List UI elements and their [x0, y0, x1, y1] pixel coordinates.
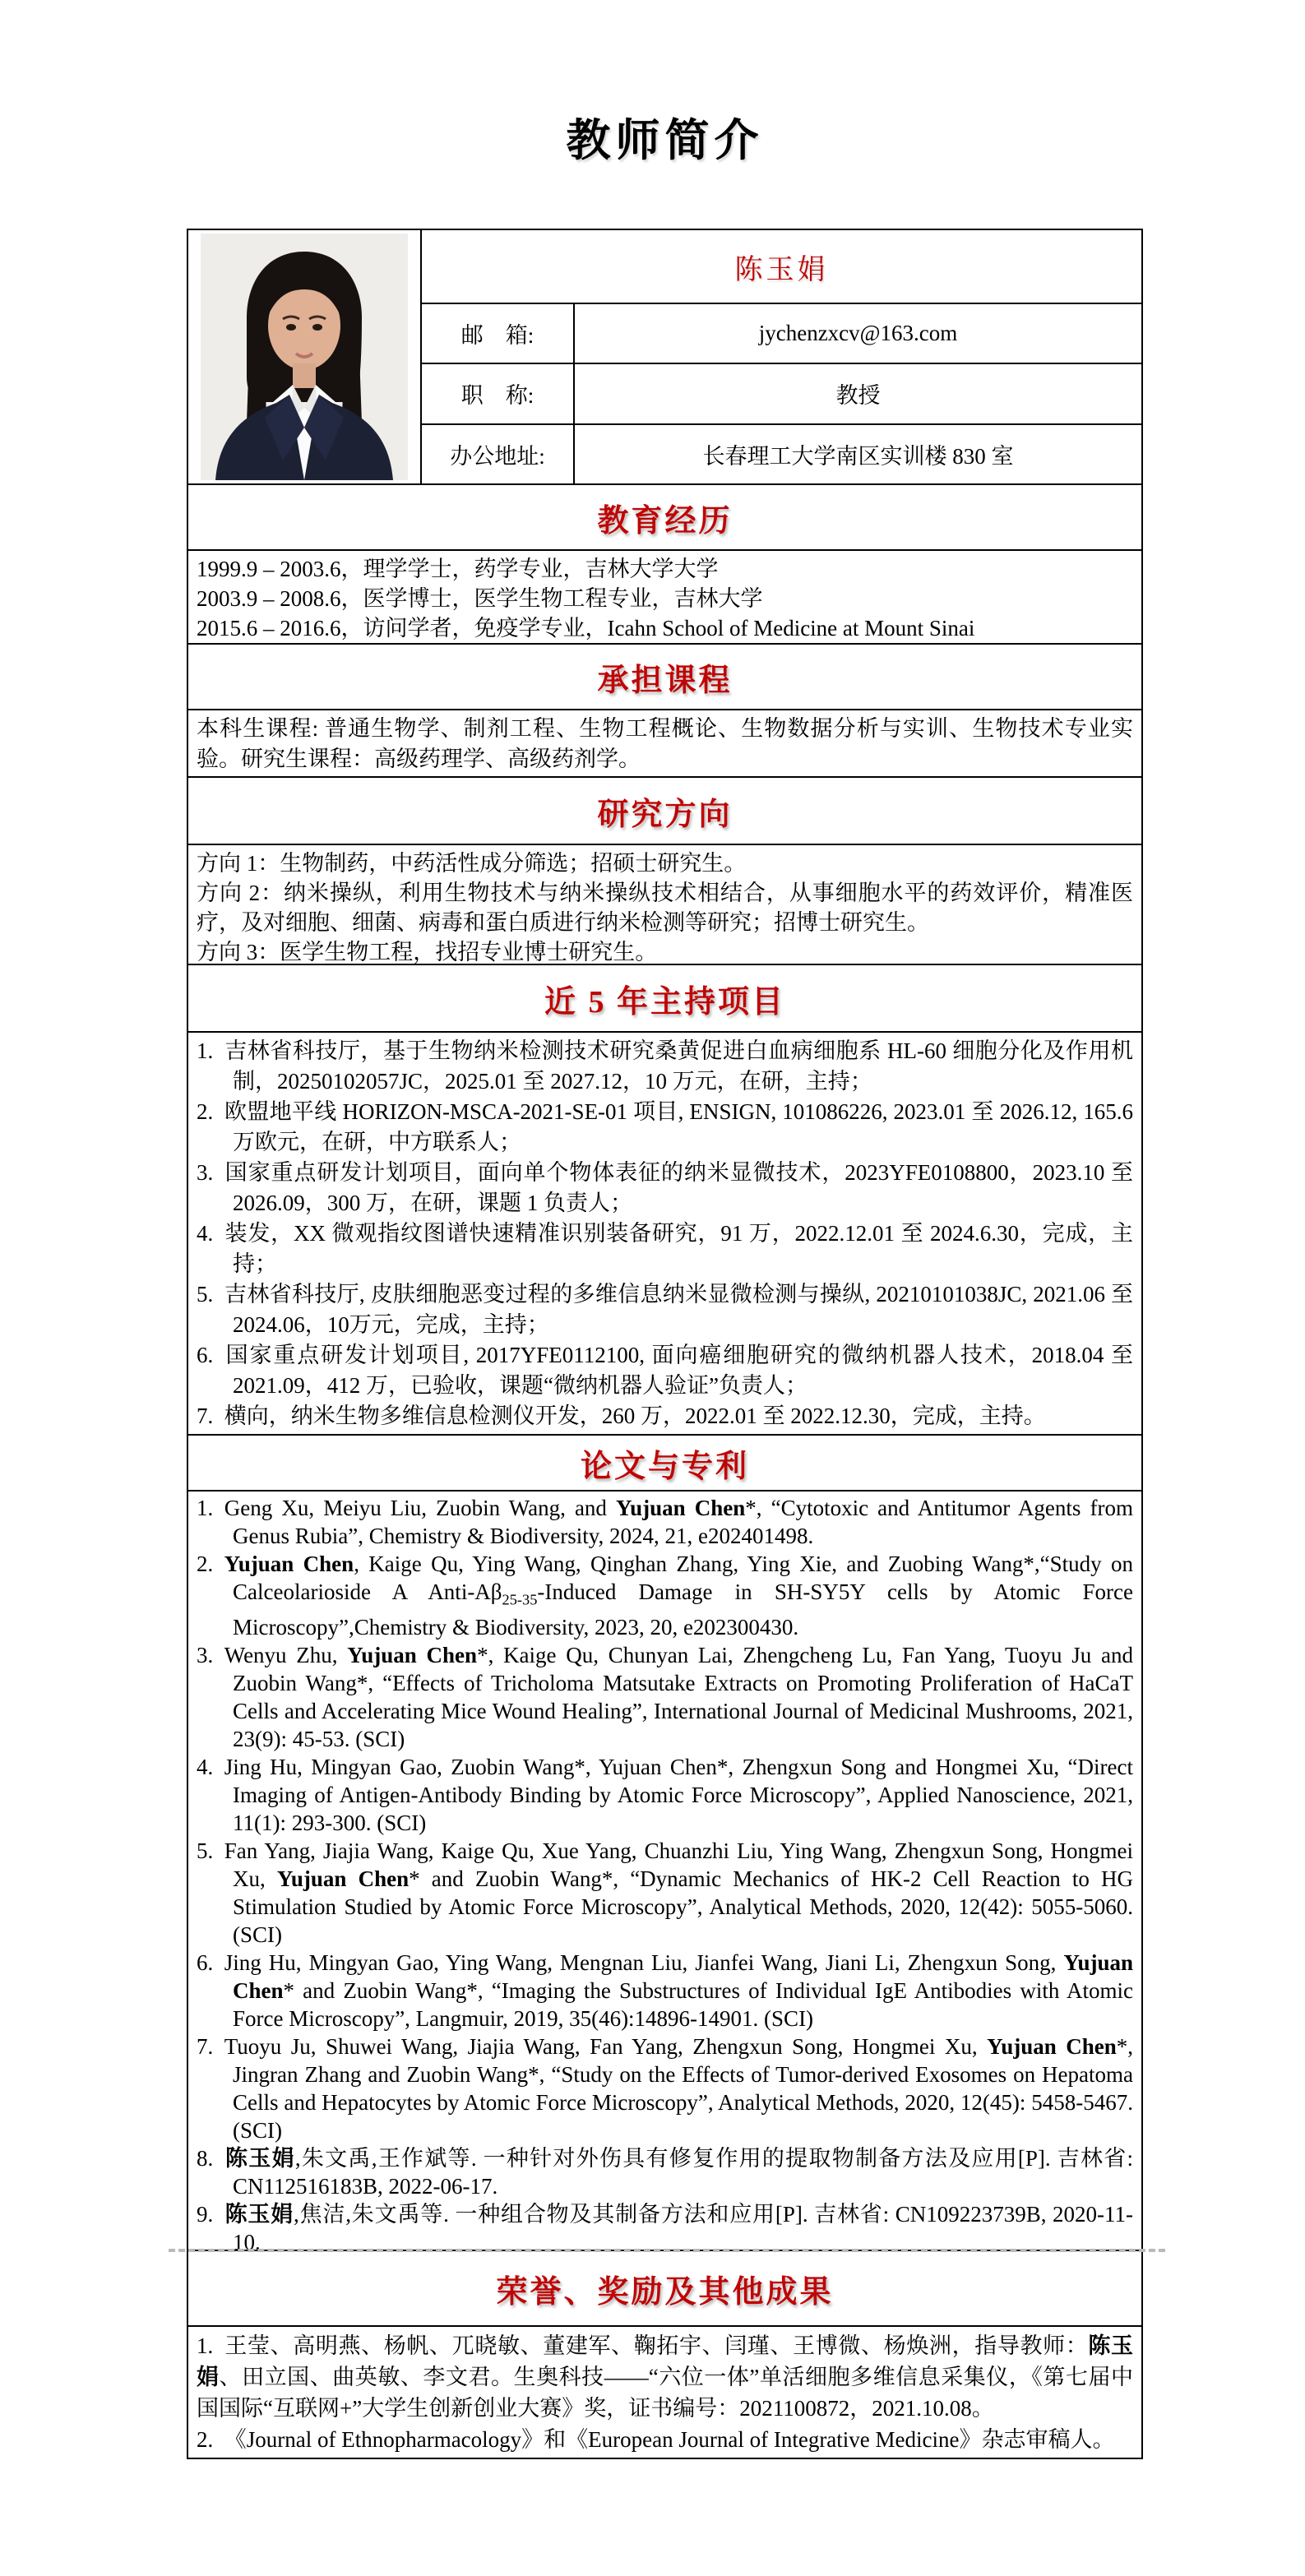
project-list [188, 1033, 1141, 1436]
education-item: 1999.9 – 2003.6，理学学士，药学专业，吉林大学大学 [197, 557, 719, 581]
honor-item: 王莹、高明燕、杨帆、兀晓敏、董建军、鞠拓宇、闫瑾、王博微、杨焕洲，指导教师：陈玉娟、田立国、曲英敏、李文君。生奥科技——“六位一体”单活细胞多维信息采集仪，《第七届中国国际“互联网+”大学生创新创业大赛》奖，证书编号：2021100872，2021.10.08。 [197, 2333, 1134, 2421]
profile-info-column [422, 230, 1141, 483]
title-row [422, 364, 1141, 424]
portrait-photo [201, 234, 408, 480]
paper-item: Geng Xu, Meiyu Liu, Zuobin Wang, and Yujuan Chen*, “Cytotoxic and Antitumor Agents from Genus Rubia”, Chemistry & Biodiversity, 2024, 21, e202401498. [224, 1496, 1133, 1548]
project-item: 装发，XX 微观指纹图谱快速精准识别装备研究，91 万，2022.12.01 至 2024.6.30，完成，主持； [224, 1221, 1133, 1276]
email-value: jychenzxcv@163.com [758, 321, 958, 346]
research-direction-item: 方向 3：医学生物工程，找招专业博士研究生。 [197, 940, 658, 964]
email-row [422, 304, 1141, 364]
project-item: 吉林省科技厅，基于生物纳米检测技术研究桑黄促进白血病细胞系 HL-60 细胞分化及作用机制，20250102057JC，2025.01 至 2027.12，10 万元，在研，主持； [224, 1038, 1133, 1094]
research-direction-list [188, 845, 1141, 965]
paper-item: Jing Hu, Mingyan Gao, Ying Wang, Mengnan Liu, Jianfei Wang, Jiani Li, Zhengxun Song, Yujuan Chen* and Zuobin Wang*, “Imaging the Substructures of Individual IgE Antibodies with Atomic Force Microscopy”, Langmuir, 2019, 35(46):14896-14901. (SCI) [224, 1950, 1133, 2032]
section-heading-courses: 承担课程 [188, 645, 1141, 710]
title-label: 职 称: [422, 364, 575, 423]
education-item: 2003.9 – 2008.6，医学博士，医学生物工程专业，吉林大学 [197, 586, 763, 611]
section-heading-education: 教育经历 [188, 485, 1141, 551]
title-value: 教授 [835, 383, 881, 409]
project-item: 欧盟地平线 HORIZON-MSCA-2021-SE-01 项目, ENSIGN, 101086226, 2023.01 至 2026.12, 165.6 万欧元，在研，中方联系人； [224, 1099, 1133, 1154]
email-label: 邮 箱: [422, 304, 575, 363]
education-list [188, 551, 1141, 645]
paper-item: Fan Yang, Jiajia Wang, Kaige Qu, Xue Yang, Chuanzhi Liu, Ying Wang, Zhengxun Song, Hongmei Xu, Yujuan Chen* and Zuobin Wang*, “Dynamic Mechanics of HK-2 Cell Reaction to HG Stimulation Studied by Atomic Force Microscopy”, Analytical Methods, 2020, 12(42): 5055-5060. (SCI) [224, 1838, 1134, 1948]
education-item: 2015.6 – 2016.6，访问学者，免疫学专业，Icahn School of Medicine at Mount Sinai [197, 616, 975, 641]
paper-item: Jing Hu, Mingyan Gao, Zuobin Wang*, Yujuan Chen*, Zhengxun Song and Hongmei Xu, “Direct Imaging of Antigen-Antibody Binding by Atomic Force Microscopy”, Applied Nanoscience, 2021, 11(1): 293-300. (SCI) [224, 1755, 1133, 1836]
section-heading-honors: 荣誉、奖励及其他成果 [188, 2251, 1141, 2327]
paper-list [188, 1491, 1141, 2255]
research-direction-item: 方向 2：纳米操纵，利用生物技术与纳米操纵技术相结合，从事细胞水平的药效评价，精准医疗，及对细胞、细菌、病毒和蛋白质进行纳米检测等研究；招博士研究生。 [197, 881, 1133, 935]
teacher-name: 陈玉娟 [422, 230, 1141, 304]
office-label: 办公地址: [422, 425, 575, 483]
profile-photo-cell [188, 230, 422, 483]
honor-list [188, 2327, 1141, 2458]
project-item: 国家重点研发计划项目，面向单个物体表征的纳米显微技术，2023YFE0108800，2023.10 至 2026.09，300 万，在研，课题 1 负责人； [224, 1160, 1133, 1215]
section-heading-research: 研究方向 [188, 778, 1141, 845]
office-row [422, 425, 1141, 483]
project-item: 吉林省科技厅, 皮肤细胞恶变过程的多维信息纳米显微检测与操纵, 20210101038JC, 2021.06 至2024.06，10万元，完成，主持； [224, 1282, 1133, 1337]
paper-item: 陈玉娟,朱文禹,王作斌等. 一种针对外伤具有修复作用的提取物制备方法及应用[P]. 吉林省: CN112516183B, 2022-06-17. [224, 2146, 1134, 2199]
paper-item: 陈玉娟,焦洁,朱文禹等. 一种组合物及其制备方法和应用[P]. 吉林省: CN109223739B, 2020-11-10. [224, 2202, 1134, 2255]
project-item: 横向，纳米生物多维信息检测仪开发，260 万，2022.01 至 2022.12.30，完成，主持。 [224, 1404, 1046, 1428]
paper-item: Tuoyu Ju, Shuwei Wang, Jiajia Wang, Fan Yang, Zhengxun Song, Hongmei Xu, Yujuan Chen*, Jingran Zhang and Zuobin Wang*, “Study on the Effects of Tumor-derived Exosomes on Hepatoma Cells and Hepatocytes by Atomic Force Microscopy”, Analytical Methods, 2020, 12(45): 5458-5467. (SCI) [224, 2034, 1133, 2144]
paper-item: Yujuan Chen, Kaige Qu, Ying Wang, Qinghan Zhang, Ying Xie, and Zuobing Wang*,“Study on Calceolarioside A Anti-$A\beta_{25-35}$-Induced Damage in SH-SY5Y cells by Atomic Force Microscopy”,Chemistry & Biodiversity, 2023, 20, e202300430. [224, 1552, 1133, 1640]
page-break-dashed-line [169, 2249, 1165, 2252]
paper-item: Wenyu Zhu, Yujuan Chen*, Kaige Qu, Chunyan Lai, Zhengcheng Lu, Fan Yang, Tuoyu Ju and Zuobin Wang*, “Effects of Tricholoma Matsutake Extracts on Promoting Proliferation of HaCaT Cells and Accelerating Mice Wound Healing”, International Journal of Medicinal Mushrooms, 2021, 23(9): 45-53. (SCI) [224, 1643, 1133, 1752]
courses-paragraph: 本科生课程: 普通生物学、制剂工程、生物工程概论、生物数据分析与实训、生物技术专业实验。研究生课程：高级药理学、高级药剂学。 [188, 710, 1141, 778]
profile-top-row [188, 230, 1141, 485]
research-direction-item: 方向 1：生物制药，中药活性成分筛选；招硕士研究生。 [197, 851, 747, 876]
project-item: 国家重点研发计划项目, 2017YFE0112100, 面向癌细胞研究的微纳机器人技术，2018.04 至 2021.09，412 万，已验收，课题“微纳机器人验证”负责人； [224, 1343, 1133, 1398]
honor-item: 《Journal of Ethnopharmacology》和《European Journal of Integrative Medicine》杂志审稿人。 [224, 2427, 1115, 2452]
section-heading-projects: 近 5 年主持项目 [188, 965, 1141, 1033]
office-value: 长春理工大学南区实训楼 830 室 [702, 443, 1014, 469]
section-heading-papers: 论文与专利 [188, 1436, 1141, 1491]
profile-table [187, 229, 1143, 2459]
page-title: 教师简介 [566, 116, 764, 165]
